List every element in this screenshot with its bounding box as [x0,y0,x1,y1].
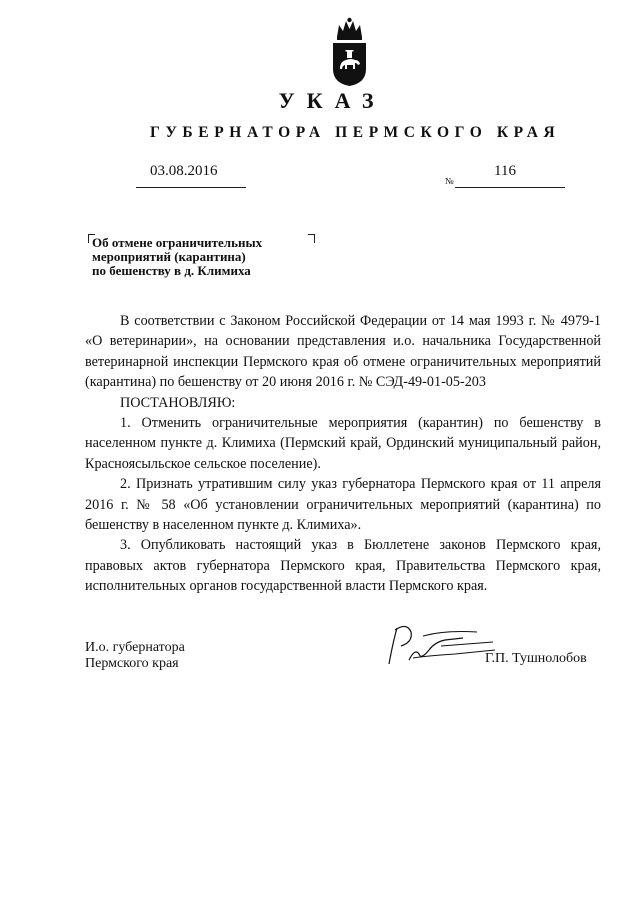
decree-item: 3. Опубликовать настоящий указ в Бюллетене законов Пермского края, правовых актов губернатора Пермского края, Правительства Пермского края, исполнительных органов государственной власти Пермского края. [85,537,601,595]
position-line: Пермского края [85,656,179,671]
coat-of-arms-icon [331,17,368,87]
position-line: И.о. губернатора [85,640,185,655]
signatory-name: Г.П. Тушнолобов [485,651,587,666]
document-body [85,311,601,597]
document-subtitle: ГУБЕРНАТОРА ПЕРМСКОГО КРАЯ [150,124,561,141]
document-number: 116 [494,163,516,179]
decree-word: ПОСТАНОВЛЯЮ: [120,394,236,411]
signatory-position [85,640,185,672]
date-underline [136,187,246,188]
decree-item: 2. Признать утратившим силу указ губернатора Пермского края от 11 апреля 2016 г. № 58 «Об установлении ограничительных мероприятий (карантина) по бешенству в населенном пункте д. Климиха». [85,476,601,534]
decree-item: 1. Отменить ограничительные мероприятия (карантин) по бешенству в населенном пункте д. Климиха (Пермский край, Ординский муниципальный район, Красноясыльское сельское поселение). [85,415,601,472]
subject-line: Об отмене ограничительных [92,235,263,250]
number-label: № [445,176,454,186]
document-subject [92,236,262,278]
document-date: 03.08.2016 [150,163,218,179]
subject-bracket-right [308,234,315,243]
preamble-paragraph: В соответствии с Законом Российской Федерации от 14 мая 1993 г. № 4979-1 «О ветеринарии», на основании представления и.о. начальника Государственной ветеринарной инспекции Пермского края об отмене ограничительных мероприятий (карантина) по бешенству от 20 июня 2016 г. № СЭД-49-01-05-203 [85,313,601,391]
subject-line: мероприятий (карантина) [92,249,246,264]
subject-line: по бешенству в д. Климиха [92,263,251,278]
number-underline [455,187,565,188]
document-title: УКАЗ [278,88,386,113]
